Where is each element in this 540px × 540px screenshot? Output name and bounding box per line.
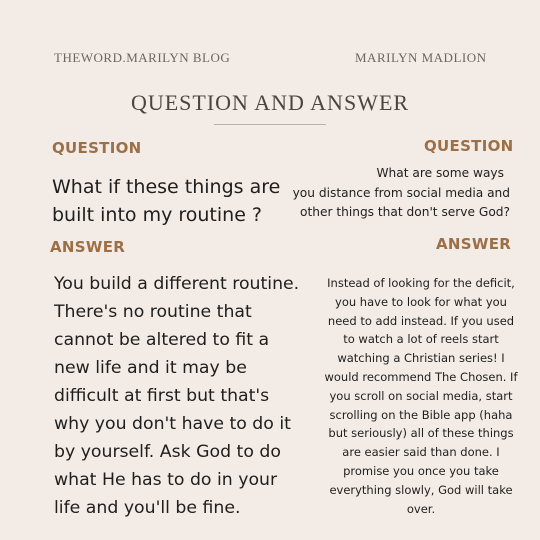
right-answer-label: ANSWER <box>436 235 512 253</box>
right-question-text <box>280 164 510 223</box>
right-answer-line: need to add instead. If you used <box>327 313 515 328</box>
left-answer-line: new life and it may be <box>54 358 247 378</box>
left-answer-line: life and you'll be fine. <box>54 498 241 518</box>
left-answer-line: what He has to do in your <box>54 470 278 490</box>
page-title: QUESTION AND ANSWER <box>130 90 410 115</box>
blog-name: THEWORD.MARILYN BLOG <box>54 50 231 65</box>
right-answer-line: you scroll on social media, start <box>329 388 513 403</box>
left-answer-line: why you don't have to do it <box>54 414 291 434</box>
right-answer-line: you have to look for what you <box>335 294 507 309</box>
left-answer-label: ANSWER <box>50 238 126 256</box>
right-answer-line: watching a Christian series! I <box>337 351 505 366</box>
right-answer-line: over. <box>406 501 436 516</box>
left-question-line: What if these things are <box>52 176 281 198</box>
left-answer-line: You build a different routine. <box>54 274 300 294</box>
right-answer-line: but seriously) all of these things <box>328 426 514 441</box>
left-answer-line: by yourself. Ask God to do <box>54 442 281 462</box>
left-question-label: QUESTION <box>52 139 142 157</box>
right-answer-line: scrolling on the Bible app (haha <box>329 407 513 422</box>
right-answer-line: promise you once you take <box>343 463 499 478</box>
left-answer-line: cannot be altered to fit a <box>54 330 270 350</box>
left-answer-line: There's no routine that <box>54 302 252 322</box>
right-question-line: you distance from social media and <box>292 185 510 200</box>
right-question-line: What are some ways <box>376 166 504 180</box>
right-answer-line: Instead of looking for the deficit, <box>327 276 515 290</box>
title-divider <box>214 124 326 125</box>
left-answer-text <box>54 270 324 522</box>
right-answer-text <box>312 274 530 518</box>
right-question-label: QUESTION <box>424 137 514 155</box>
right-answer-line: everything slowly, God will take <box>329 482 513 497</box>
right-answer-line: are easier said than done. I <box>342 445 500 460</box>
left-answer-line: difficult at first but that's <box>54 386 270 406</box>
author-name: MARILYN MADLION <box>355 50 487 65</box>
left-question-text <box>52 173 302 229</box>
right-question-line: other things that don't serve God? <box>299 205 510 219</box>
left-question-line: built into my routine ? <box>52 204 263 226</box>
right-answer-line: to watch a lot of reels start <box>343 332 499 347</box>
right-answer-line: would recommend The Chosen. If <box>324 369 518 384</box>
